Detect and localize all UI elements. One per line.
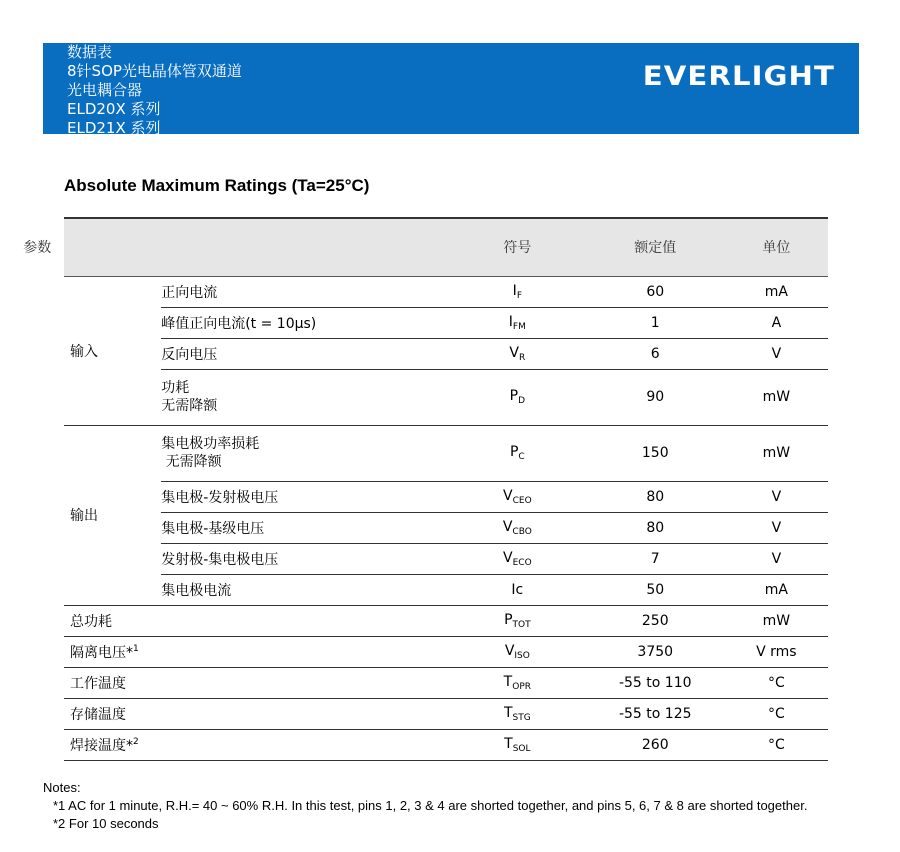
row-unit: mA: [725, 574, 828, 605]
row-value: 80: [586, 481, 725, 512]
row-value: 60: [586, 276, 725, 307]
row-param: 峰值正向电流(t = 10μs): [161, 307, 449, 338]
row-unit: V: [725, 512, 828, 543]
row-value: 80: [586, 512, 725, 543]
row-unit: °C: [725, 667, 828, 698]
row-param: 正向电流: [161, 276, 449, 307]
row-value: 150: [586, 425, 725, 481]
row-param: [161, 369, 449, 425]
row-symbol: [449, 512, 586, 543]
row-symbol: [449, 338, 586, 369]
row-symbol: [449, 574, 586, 605]
header-group-cell: [64, 218, 161, 276]
group-input: 输入: [64, 276, 161, 425]
row-symbol: [449, 307, 586, 338]
table-row: [64, 338, 828, 369]
row-unit: V: [725, 543, 828, 574]
header-rating: 额定值: [586, 218, 725, 276]
table-row: [64, 698, 828, 729]
row-value: -55 to 110: [586, 667, 725, 698]
table-row: [64, 276, 828, 307]
symbol-main: T: [503, 704, 513, 721]
symbol-main: P: [504, 611, 513, 628]
symbol-sub: D: [518, 396, 526, 406]
symbol-sub: CBO: [512, 526, 532, 537]
table-row: [64, 481, 828, 512]
row-unit: V: [725, 481, 828, 512]
row-value: 3750: [586, 636, 725, 667]
row-param-line2: 无需降额: [161, 398, 218, 414]
datasheet-header: [43, 43, 859, 137]
header-param-label: 参数: [23, 240, 52, 257]
row-symbol: [449, 481, 586, 512]
symbol-sub: R: [518, 352, 526, 363]
row-param: [64, 729, 449, 760]
header-line-5: ELD21X 系列: [67, 119, 161, 137]
row-value: -55 to 125: [586, 698, 725, 729]
symbol-main: Ic: [511, 581, 524, 598]
row-value: 6: [586, 338, 725, 369]
row-unit: A: [725, 307, 828, 338]
row-unit: mW: [725, 605, 828, 636]
header-line-2: 8针SOP光电晶体管双通道: [67, 62, 242, 80]
symbol-sub: OPR: [512, 681, 531, 692]
row-value: 90: [586, 369, 725, 425]
row-unit: V: [725, 338, 828, 369]
table-row: [64, 605, 828, 636]
header-line-4: ELD20X 系列: [67, 100, 161, 118]
note-2: *2 For 10 seconds: [53, 816, 159, 831]
symbol-sub: ECO: [512, 557, 532, 568]
row-param: 集电极-发射极电压: [161, 481, 449, 512]
row-param: [64, 636, 449, 667]
row-unit: °C: [725, 729, 828, 760]
table-row: [64, 636, 828, 667]
group-output: 输出: [64, 425, 161, 605]
table-row: [64, 574, 828, 605]
row-symbol: [449, 605, 586, 636]
row-param-line2: 无需降额: [161, 454, 222, 470]
symbol-main: I: [508, 313, 513, 330]
header-line-1: 数据表: [67, 43, 113, 61]
symbol-main: V: [502, 518, 513, 535]
row-param-line1: 集电极功率损耗: [161, 436, 260, 452]
row-value: 7: [586, 543, 725, 574]
row-symbol: [449, 425, 586, 481]
row-param: 反向电压: [161, 338, 449, 369]
header-unit: 单位: [725, 218, 828, 276]
row-value: 1: [586, 307, 725, 338]
row-param: 集电极-基级电压: [161, 512, 449, 543]
row-param: 总功耗: [64, 605, 449, 636]
header-line-3: 光电耦合器: [67, 81, 143, 99]
row-unit: mW: [725, 425, 828, 481]
row-param-text: 隔离电压*: [70, 644, 133, 661]
header-title-block: [67, 43, 242, 138]
row-value: 50: [586, 574, 725, 605]
symbol-main: P: [509, 444, 519, 460]
symbol-sub: C: [518, 452, 525, 462]
row-unit: mW: [725, 369, 828, 425]
row-symbol: [449, 636, 586, 667]
table-row: [64, 369, 828, 425]
row-symbol: [449, 667, 586, 698]
symbol-main: V: [503, 487, 513, 504]
symbol-main: T: [503, 673, 513, 690]
row-symbol: [449, 698, 586, 729]
table-row: [64, 307, 828, 338]
symbol-sub: ISO: [514, 650, 530, 661]
row-param: 发射极-集电极电压: [161, 543, 449, 574]
row-symbol: [449, 729, 586, 760]
footnote-marker: 1: [133, 643, 139, 654]
symbol-main: I: [512, 282, 517, 299]
row-unit: °C: [725, 698, 828, 729]
row-value: 250: [586, 605, 725, 636]
row-unit: mA: [725, 276, 828, 307]
notes-title: Notes:: [43, 780, 81, 795]
symbol-main: V: [509, 344, 519, 361]
symbol-main: V: [504, 642, 515, 659]
row-param: 存储温度: [64, 698, 449, 729]
table-row: [64, 543, 828, 574]
table-row: [64, 667, 828, 698]
table-header-row: [64, 218, 828, 276]
row-value: 260: [586, 729, 725, 760]
header-symbol: 符号: [449, 218, 586, 276]
symbol-sub: TOT: [512, 619, 531, 630]
symbol-sub: F: [516, 290, 522, 301]
row-param-line1: 功耗: [161, 380, 190, 396]
section-title: Absolute Maximum Ratings (Ta=25°C): [64, 176, 370, 195]
symbol-sub: STG: [512, 712, 531, 723]
row-symbol: [449, 369, 586, 425]
symbol-main: T: [504, 735, 513, 752]
row-param-text: 焊接温度*: [70, 737, 133, 754]
notes-section: [43, 779, 807, 833]
row-param: [161, 425, 449, 481]
footnote-marker: 2: [133, 736, 139, 747]
table-row: [64, 729, 828, 760]
symbol-main: P: [509, 388, 519, 404]
table-row: [64, 512, 828, 543]
symbol-sub: CEO: [512, 495, 532, 506]
absolute-maximum-ratings-table: [23, 217, 828, 761]
note-1: *1 AC for 1 minute, R.H.= 40 ~ 60% R.H. In this test, pins 1, 2, 3 & 4 are shorted together, and pins 5, 6, 7 & 8 are shorted together.: [53, 798, 808, 813]
row-param: 工作温度: [64, 667, 449, 698]
header-param: [23, 218, 449, 276]
table-row: [64, 425, 828, 481]
symbol-main: V: [503, 549, 513, 566]
row-unit: V rms: [725, 636, 828, 667]
row-symbol: [449, 543, 586, 574]
row-param: 集电极电流: [161, 574, 449, 605]
symbol-sub: SOL: [512, 743, 531, 754]
everlight-logo: EVERLIGHT: [642, 61, 835, 92]
symbol-sub: FM: [512, 321, 526, 332]
row-symbol: [449, 276, 586, 307]
